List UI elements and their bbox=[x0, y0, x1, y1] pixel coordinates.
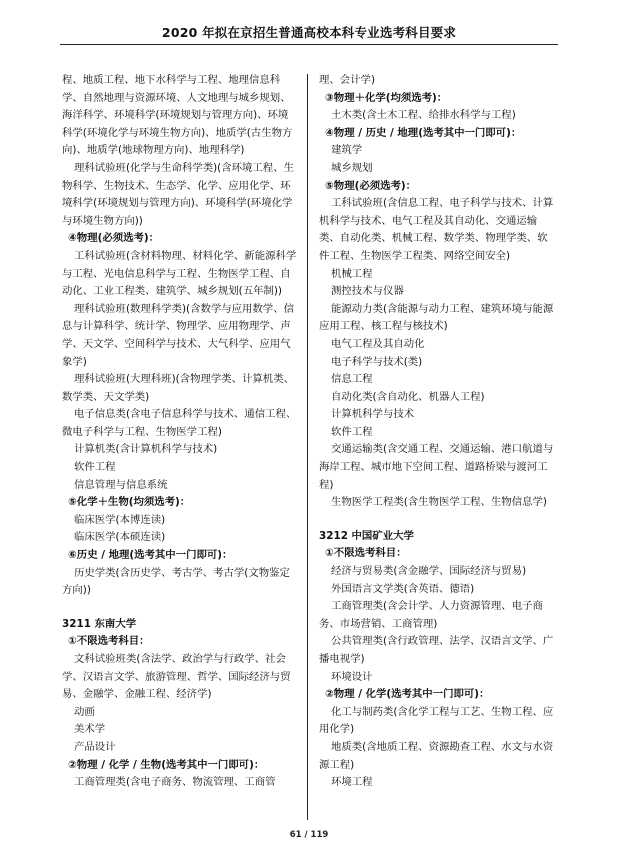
subject-group-heading: ④物理 / 历史 / 地理(选考其中一门即可)： bbox=[325, 126, 522, 139]
major-entry: 城乡规划 bbox=[331, 161, 373, 174]
major-entry: 生物医学工程类(含生物医学工程、生物信息学) bbox=[331, 496, 547, 509]
institution-heading: 3211 东南大学 bbox=[62, 617, 137, 630]
major-entry: 外国语言文学类(含英语、德语) bbox=[331, 582, 475, 595]
major-entry: 信息管理与信息系统 bbox=[74, 478, 168, 491]
subject-group-heading: ②物理 / 化学 / 生物(选考其中一门即可)： bbox=[68, 758, 265, 771]
page-number: 61 / 119 bbox=[289, 830, 329, 840]
major-entry: 历史学类(含历史学、考古学、考古学(文物鉴定方向)) bbox=[62, 566, 290, 597]
major-entry: 临床医学(本硕连读) bbox=[74, 531, 166, 544]
institution-heading: 3212 中国矿业大学 bbox=[319, 529, 414, 542]
subject-group-heading: ②物理 / 化学(选考其中一门即可)： bbox=[325, 688, 490, 701]
subject-group-heading: ⑤物理(必须选考)： bbox=[325, 179, 417, 192]
major-entry: 环境设计 bbox=[331, 670, 373, 683]
major-entry: 土木类(含土木工程、给排水科学与工程) bbox=[331, 109, 516, 122]
right-column bbox=[319, 72, 555, 792]
page-header: 2020 年拟在京招生普通高校本科专业选考科目要求 bbox=[161, 25, 457, 40]
major-entry: 美术学 bbox=[74, 723, 106, 736]
major-entry: 软件工程 bbox=[331, 425, 373, 438]
major-entry: 工科试验班(含信息工程、电子科学与技术、计算机科学与技术、电气工程及其自动化、交通运输类、自动化类、机械工程、数学类、物理学类、软件工程、生物医学工程类、网络空间安全) bbox=[319, 197, 554, 262]
major-entry: 信息工程 bbox=[331, 373, 373, 386]
major-entry: 工商管理类(含会计学、人力资源管理、电子商务、市场营销、工商管理) bbox=[319, 600, 543, 630]
major-entry: 计算机科学与技术 bbox=[331, 408, 415, 421]
major-entry: 电子科学与技术(类) bbox=[331, 355, 423, 368]
major-entry: 理科试验班(数理科学类)(含数学与应用数学、信息与计算科学、统计学、物理学、应用物理学、声学、天文学、空间科学与技术、大气科学、应用气象学) bbox=[62, 302, 294, 368]
major-entry: 经济与贸易类(含金融学、国际经济与贸易) bbox=[331, 565, 527, 578]
major-entry: 文科试验班类(含法学、政治学与行政学、社会学、汉语言文学、旅游管理、哲学、国际经济与贸易、金融学、金融工程、经济学) bbox=[62, 653, 291, 701]
major-entry: 产品设计 bbox=[74, 740, 116, 753]
major-entry: 电子信息类(含电子信息科学与技术、通信工程、微电子科学与工程、生物医学工程) bbox=[62, 408, 297, 438]
major-entry: 建筑学 bbox=[331, 144, 363, 157]
major-entry: 理、会计学) bbox=[319, 74, 376, 86]
subject-group-heading: ④物理(必须选考)： bbox=[68, 232, 160, 245]
major-entry: 临床医学(本博连读) bbox=[74, 513, 166, 526]
major-entry: 自动化类(含自动化、机器人工程) bbox=[331, 390, 485, 403]
major-entry: 软件工程 bbox=[74, 461, 116, 474]
header-rule bbox=[60, 44, 558, 45]
subject-group-heading: ⑥历史 / 地理(选考其中一门即可)： bbox=[68, 549, 233, 562]
spacer bbox=[319, 512, 555, 520]
major-entry: 测控技术与仪器 bbox=[331, 285, 404, 298]
major-entry: 动画 bbox=[74, 705, 95, 718]
subject-group-heading: ③物理＋化学(均须选考)： bbox=[325, 91, 448, 104]
major-entry: 地质类(含地质工程、资源勘查工程、水文与水资源工程) bbox=[319, 740, 554, 771]
major-entry: 理科试验班(化学与生命科学类)(含环境工程、生物科学、生物技术、生态学、化学、应用化学、环境科学(环境规划与管理方向)、环境科学(环境化学与环境生物方向)) bbox=[62, 161, 294, 227]
major-entry: 公共管理类(含行政管理、法学、汉语言文学、广播电视学) bbox=[319, 635, 554, 665]
major-entry: 计算机类(含计算机科学与技术) bbox=[74, 443, 218, 456]
subject-group-heading: ①不限选考科目： bbox=[68, 635, 150, 648]
major-entry: 环境工程 bbox=[331, 776, 373, 789]
major-entry: 程、地质工程、地下水科学与工程、地理信息科学、自然地理与资源环境、人文地理与城乡规划、海洋科学、环境科学(环境规划与管理方向)、环境科学(环境化学与环境生物方向)、地质学(古生物方向)、地质学(地球物理方向)、地理科学) bbox=[62, 74, 293, 157]
subject-group-heading: ⑤化学＋生物(均须选考)： bbox=[68, 496, 191, 509]
major-entry: 化工与制药类(含化学工程与工艺、生物工程、应用化学) bbox=[319, 705, 554, 736]
major-entry: 理科试验班(大理科班)(含物理学类、计算机类、数学类、天文学类) bbox=[62, 373, 294, 403]
major-entry: 电气工程及其自动化 bbox=[331, 337, 425, 350]
major-entry: 交通运输类(含交通工程、交通运输、港口航道与海岸工程、城市地下空间工程、道路桥梁与渡河工程) bbox=[319, 443, 554, 491]
spacer bbox=[62, 600, 298, 608]
left-column bbox=[62, 72, 298, 792]
subject-group-heading: ①不限选考科目： bbox=[325, 547, 407, 560]
major-entry: 工商管理类(含电子商务、物流管理、工商管 bbox=[74, 776, 276, 789]
major-entry: 机械工程 bbox=[331, 267, 373, 280]
major-entry: 能源动力类(含能源与动力工程、建筑环境与能源应用工程、核工程与核技术) bbox=[319, 302, 554, 333]
column-divider bbox=[307, 74, 308, 820]
major-entry: 工科试验班(含材料物理、材料化学、新能源科学与工程、光电信息科学与工程、生物医学工程、自动化、工业工程类、建筑学、城乡规划(五年制)) bbox=[62, 249, 297, 298]
